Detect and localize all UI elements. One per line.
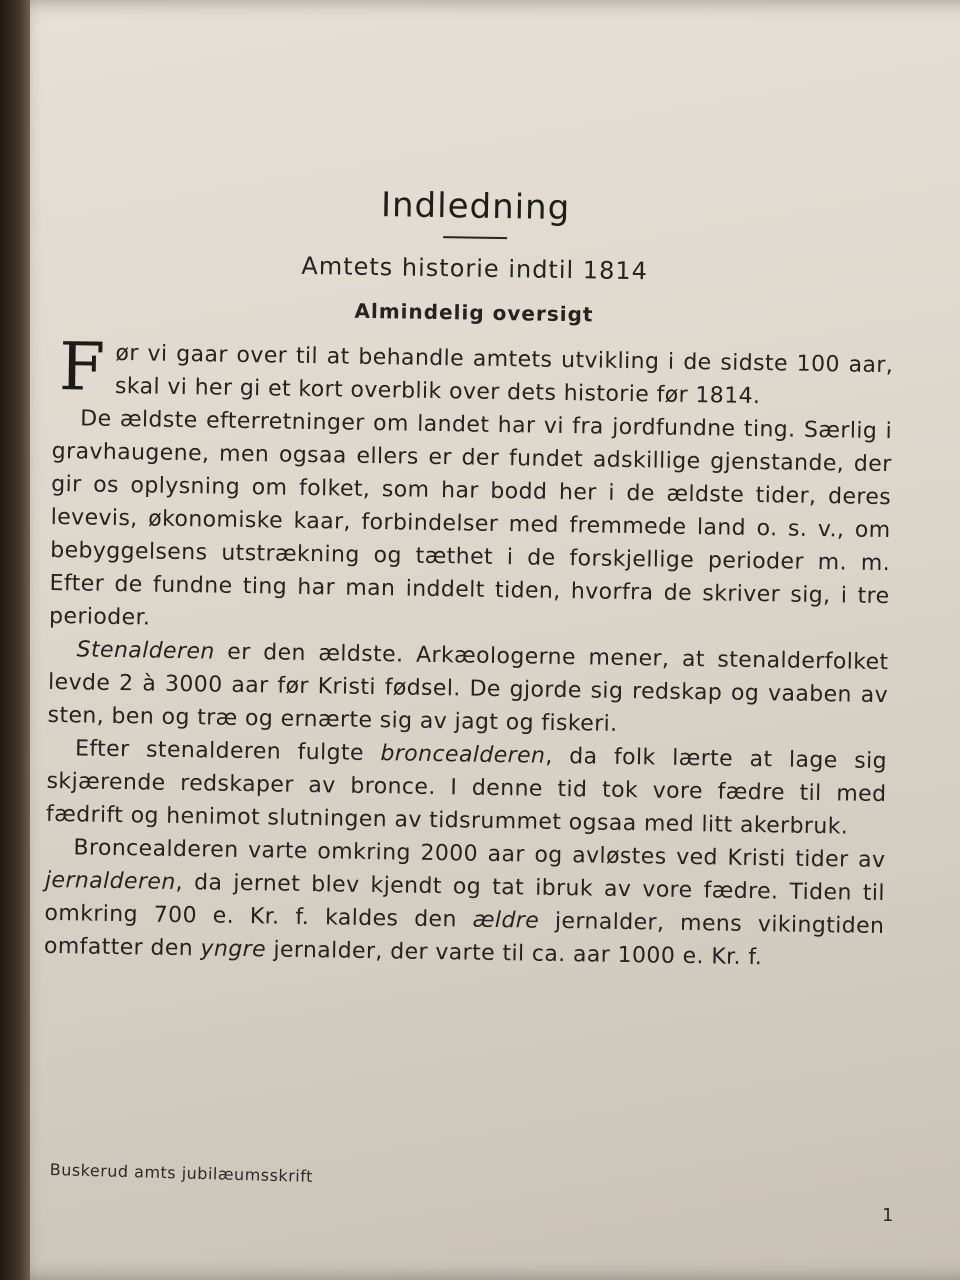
paragraph-5-emphasis-3: yngre (200, 936, 267, 963)
paragraph-5-post: jernalder, der varte til ca. aar 1000 e. Kr. f. (265, 937, 763, 971)
paragraph-5-pre: Broncealderen varte omkring 2000 aar og avløstes ved Kristi tider av (73, 835, 886, 874)
paragraph-5-mid-1: , da jernet blev kjendt og tat ibruk av vore fædre. Tiden til omkring 700 e. Kr. f. kaldes den (44, 869, 886, 933)
page-footer: Buskerud amts jubilæumsskrift (49, 1160, 314, 1186)
body-text (43, 328, 894, 976)
page-number: 1 (882, 1205, 894, 1226)
drop-cap: F (58, 328, 106, 406)
paragraph-4-post: , da folk lærte at lage sig skjærende redskaper av bronce. I denne tid tok vore fædre til med fædrift og henimot slutningen av tidsrummet ogsaa med litt akerbruk. (45, 743, 888, 840)
page-content (44, 180, 896, 976)
paragraph-5-emphasis-2: ældre (472, 907, 540, 934)
paragraph-3-emphasis: Stenalderen (76, 637, 215, 665)
book-page (30, 0, 960, 1280)
section-heading: Almindelig oversigt (354, 298, 594, 327)
paragraph-4-pre: Efter stenalderen fulgte (74, 736, 381, 767)
paragraph-5 (44, 831, 886, 976)
paragraph-5-mid-2: jernalder, mens vikingtiden omfatter den (43, 908, 885, 962)
paragraph-1-text: ør vi gaar over til at behandle amtets utvikling i de sidste 100 aar, skal vi her gi et kort overblik over dets historie før 1814. (114, 340, 894, 410)
paragraph-4 (46, 732, 887, 844)
paragraph-2: De ældste efterretninger om landet har vi fra jordfundne ting. Særlig i gravhaugene, men ogsaa ellers er der fundet adskillige gjenstande, der gir os oplysning om folket, som har bodd her i de ældste tider, deres levevis, økonomiske kaar, forbindelser med fremmede land o. s. v., om bebyggelsens utstrækning og tæthet i de forskjellige perioder m. m. Efter de fundne ting har man inddelt tiden, hvorfra de skriver sig, i tre perioder. (48, 406, 893, 631)
paragraph-3-text: er den ældste. Arkæologerne mener, at stenalderfolket levde 2 à 3000 aar før Kristi fødsel. De gjorde sig redskap og vaaben av sten, ben og træ og ernærte sig av jagt og fiskeri. (47, 639, 889, 737)
paragraph-5-emphasis-1: jernalderen (44, 867, 176, 895)
paragraph-3 (47, 633, 888, 745)
chapter-subtitle: Amtets historie indtil 1814 (301, 251, 649, 286)
paragraph-4-emphasis: broncealderen (380, 741, 546, 769)
title-rule (443, 236, 507, 239)
chapter-title: Indledning (380, 185, 571, 229)
